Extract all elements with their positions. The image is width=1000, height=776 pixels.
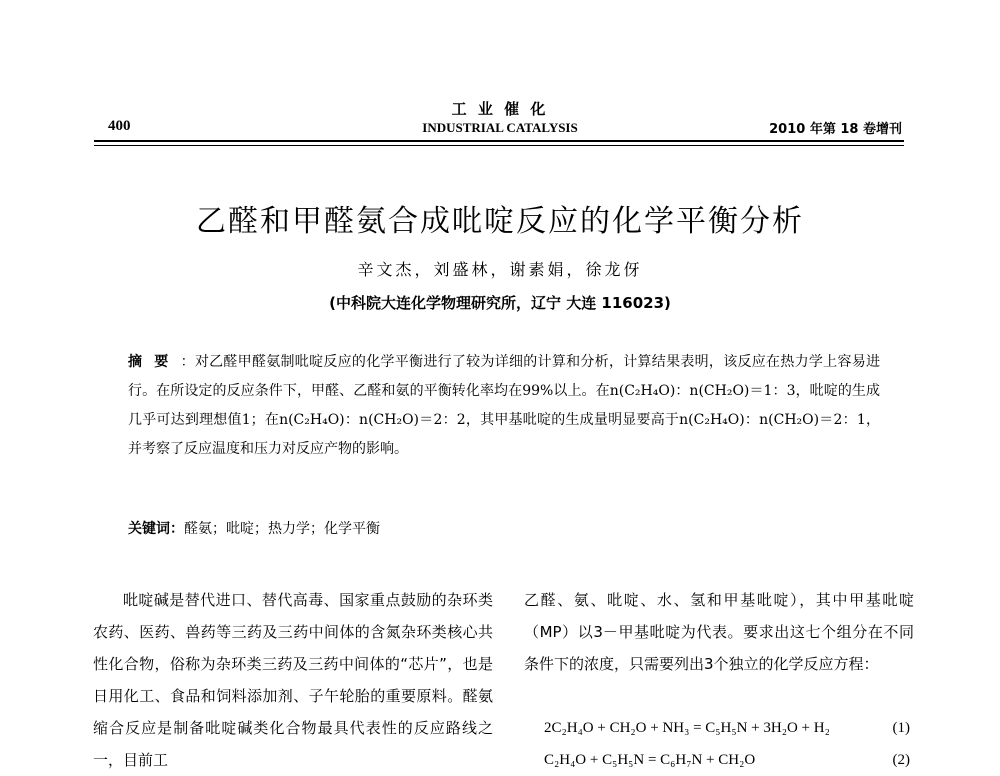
abstract-label: 摘要 — [128, 354, 181, 370]
equation-formula: 2C₂H₄O + CH₂O + NH₃ = C₅H₅N + 3H₂O + H₂ — [544, 720, 830, 736]
abstract — [128, 348, 880, 464]
method-paragraph: 乙醛、氨、吡啶、水、氢和甲基吡啶），其中甲基吡啶（MP）以3－甲基吡啶为代表。要求出这七个组分在不同条件下的浓度，只需要列出3个独立的化学反应方程： — [524, 591, 914, 673]
keywords — [128, 518, 880, 538]
equation-number: (1) — [892, 720, 910, 736]
equation-formula: C₂H₄O + C₅H₅N = C₆H₇N + CH₂O — [544, 752, 756, 768]
authors: 辛文杰，刘盛林，谢素娟，徐龙伢 — [357, 260, 643, 279]
issue-info: 2010 年第 18 卷增刊 — [769, 122, 902, 137]
journal-name-en: INDUSTRIAL CATALYSIS — [422, 120, 578, 135]
header-rule-thin — [94, 145, 904, 146]
header-rule-thick — [94, 140, 904, 142]
journal-name-cn: 工 业 催 化 — [451, 100, 549, 118]
article-title: 乙醛和甲醛氨合成吡啶反应的化学平衡分析 — [196, 204, 804, 239]
page-number: 400 — [108, 118, 131, 134]
body-right-column — [524, 584, 914, 768]
equation-number: (2) — [892, 752, 910, 768]
keywords-text: 醛氨；吡啶；热力学；化学平衡 — [184, 521, 380, 537]
abstract-text: ：对乙醛甲醛氨制吡啶反应的化学平衡进行了较为详细的计算和分析，计算结果表明，该反应在热力学上容易进行。在所设定的反应条件下，甲醛、乙醛和氨的平衡转化率均在99%以上。在n(C₂H₄O)：n(CH₂O)＝1：3，吡啶的生成几乎可达到理想值1；在n(C₂H₄O)：n(CH₂O)＝2：2，其甲基吡啶的生成量明显要高于n(C₂H₄O)：n(CH₂O)＝2：1，并考察了反应温度和压力对反应产物的影响。 — [128, 354, 880, 457]
keywords-label: 关键词： — [128, 521, 184, 537]
intro-paragraph: 吡啶碱是替代进口、替代高毒、国家重点鼓励的杂环类农药、医药、兽药等三药及三药中间体的含氮杂环类核心共性化合物，俗称为杂环类三药及三药中间体的“芯片”，也是日用化工、食品和饲料添加剂、子午轮胎的重要原料。醛氨缩合反应是制备吡啶碱类化合物最具代表性的反应路线之一，目前工 — [93, 591, 493, 769]
body-left-column — [93, 584, 493, 776]
affiliation: (中科院大连化学物理研究所，辽宁 大连 116023) — [329, 294, 671, 312]
